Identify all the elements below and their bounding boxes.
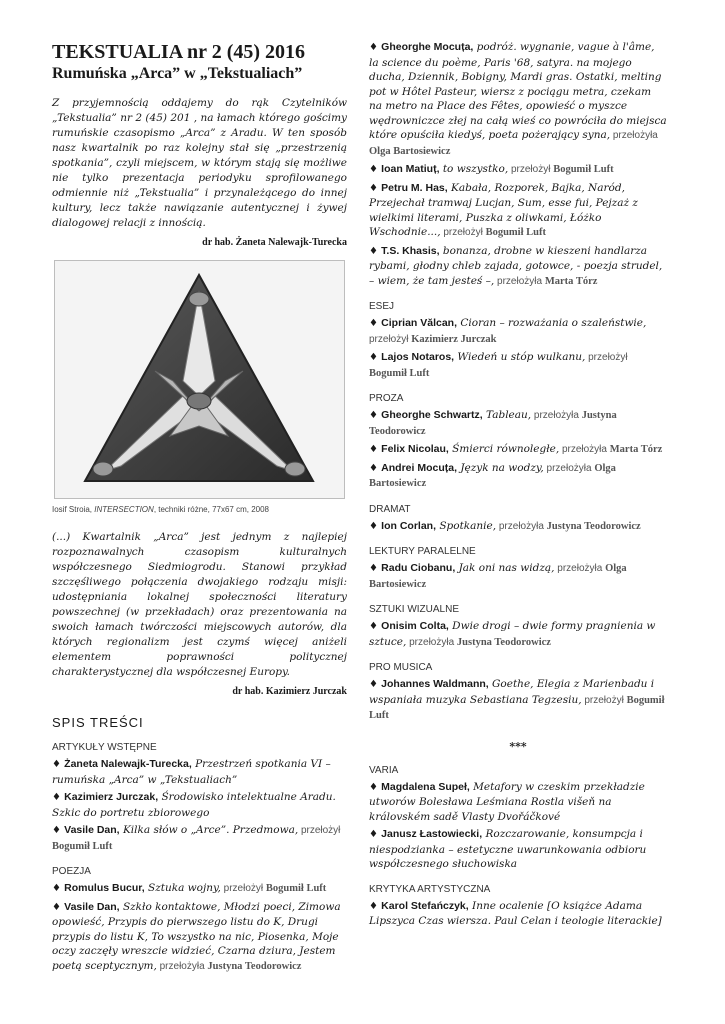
entry-author: Janusz Łastowiecki, <box>381 828 483 840</box>
entry-title: Język na wodzy, <box>457 461 544 474</box>
entry-title: Metafory w czeskim przekładzie utworów Bolesława Leśmiana Rostla višeň na královském sadě Vlasty Dvořáčkové <box>369 780 645 823</box>
bullet-icon: ♦ <box>369 182 382 194</box>
entry-translator: Justyna Teodorowicz <box>456 636 551 648</box>
entry-author: Vasile Dan, <box>64 824 120 836</box>
caption-details: , techniki różne, 77x67 cm, 2008 <box>153 505 269 514</box>
bullet-icon: ♦ <box>52 883 65 894</box>
bullet-icon: ♦ <box>52 825 65 836</box>
toc-entry <box>369 442 667 458</box>
quote-paragraph: (...) Kwartalnik „Arca” jest jednym z najlepiej rozpoznawalnych czasopism kulturalnych współczesnego Siedmiogrodu. Stanowi przykład szczęśliwego połączenia dwojakiego rodzaju misji: udostępniania lokalnej społeczności literatury powszechnej (w przekładach) oraz prezentowania na swoich łamach twórczości miejscowych autorów, dla których regionalizm jest czymś więcej aniżeli elementem poprawności politycznej charakterystycznej dla współczesnej Europy. <box>52 531 347 678</box>
bullet-icon: ♦ <box>369 621 382 632</box>
toc-entry <box>369 561 667 592</box>
toc-left <box>52 742 347 974</box>
bullet-icon: ♦ <box>369 318 382 329</box>
entry-translator: Bogumił Luft <box>369 367 430 379</box>
toc-section-title: VARIA <box>369 764 399 776</box>
entry-author: Felix Nicolau, <box>381 443 449 455</box>
caption-title: INTERSECTION <box>94 505 154 514</box>
entry-author: Ioan Matiuț, <box>381 163 440 175</box>
toc-entry <box>369 244 667 290</box>
entry-translator: Justyna Teodorowicz <box>369 410 617 437</box>
bullet-icon: ♦ <box>369 679 382 690</box>
bullet-icon: ♦ <box>52 792 65 803</box>
toc-entry <box>52 900 347 975</box>
entry-translator-label: przełożył <box>298 825 341 836</box>
entry-author: Żaneta Nalewajk-Turecka, <box>64 758 192 770</box>
toc-entry <box>369 181 667 241</box>
toc-entry <box>369 677 667 724</box>
entry-translator: Bogumił Luft <box>52 840 113 852</box>
bullet-icon: ♦ <box>369 462 382 474</box>
toc-entry <box>369 40 667 159</box>
toc-entry <box>369 350 667 381</box>
entry-title: Tableau, <box>482 409 532 421</box>
quote-signature: dr hab. Kazimierz Jurczak <box>232 686 347 697</box>
entry-title: Dwie drogi – dwie formy pragnienia w sztuce, <box>369 620 656 648</box>
toc-section-title: KRYTYKA ARTYSTYCZNA <box>369 883 491 895</box>
entry-translator-label: przełożyła <box>531 410 582 421</box>
entry-title: Szkło kontaktowe, Młodzi poeci, Zimowa opowieść, Przypis do pierwszego listu do K, Drugi przypis do listu K, To wszystko na nic, Piosenka, Moje oczy zaczęły wreszcie widzieć, Czarna dziura, Jestem poetą sceptycznym, <box>52 900 341 972</box>
toc-entry <box>369 519 667 535</box>
toc-right <box>369 301 667 724</box>
entry-translator-label: przełożył <box>369 333 412 345</box>
entry-translator-label: przełożyła <box>496 520 547 532</box>
toc-heading: SPIS TREŚCI <box>52 715 144 730</box>
entry-translator-label: przełożyła <box>406 636 457 648</box>
entry-translator-label: przełożyła <box>156 960 208 972</box>
toc-section-title: PROZA <box>369 393 404 404</box>
entry-title: Goethe, Elegia z Marienbadu i wspaniała muzyka Sebastiana Tegzesiu, <box>369 678 655 706</box>
toc-entry <box>369 461 667 492</box>
bullet-icon: ♦ <box>369 352 382 363</box>
toc-section-title: LEKTURY PARALELNE <box>369 546 476 557</box>
entry-translator-label: przełożył <box>220 883 266 894</box>
toc-section-title: ESEJ <box>369 301 395 312</box>
artwork-drawing <box>55 261 344 498</box>
toc-poetry-continued <box>369 40 667 289</box>
toc-entry <box>52 823 347 854</box>
separator-stars: *** <box>509 739 527 753</box>
toc-section-title: POEZJA <box>52 866 91 877</box>
entry-title: Jak oni nas widzą, <box>455 562 555 574</box>
entry-author: Romulus Bucur, <box>64 882 145 894</box>
entry-title: Wiedeń u stóp wulkanu, <box>454 351 586 363</box>
toc-entry <box>369 408 667 439</box>
toc-entry <box>369 827 667 872</box>
entry-author: Gheorghe Schwartz, <box>381 409 483 421</box>
bullet-icon: ♦ <box>369 520 382 532</box>
entry-translator-label: przełożyła <box>610 130 658 141</box>
entry-author: Petru M. Has, <box>381 181 448 194</box>
entry-translator: Kazimierz Jurczak <box>411 333 497 345</box>
toc-section-title: SZTUKI WIZUALNE <box>369 604 460 615</box>
entry-translator: Justyna Teodorowicz <box>546 520 641 532</box>
entry-title: podróż. wygnanie, vague à l'âme, la science du poème, Paris '68, satyra. na mojego ducha, Dziennik, Bobigny, Mardi gras. Ostatki, melting pot w Hôtel Pasteur, wiersz z pociągu metra, czekam na metro na Place des Fêtes, opowieść o myszce wędrowniczce złej na całą wieś co powróciła do miejsca które opuściła kiedyś, poeta pożerający syna, <box>369 41 667 141</box>
entry-author: Onisim Colta, <box>381 620 449 632</box>
toc-section-title: DRAMAT <box>369 503 411 515</box>
toc-entry <box>52 881 347 897</box>
toc-entry <box>369 899 667 929</box>
artwork-caption: Iosif Stroia, INTERSECTION, techniki różne, 77x67 cm, 2008 <box>52 505 269 514</box>
entry-translator: Bogumił Luft <box>369 694 665 721</box>
right-column <box>369 40 667 932</box>
entry-author: Radu Ciobanu, <box>381 562 456 574</box>
entry-author: Ion Corlan, <box>381 519 436 532</box>
bullet-icon: ♦ <box>369 444 382 455</box>
bullet-icon: ♦ <box>369 900 382 912</box>
toc-right-after <box>369 765 667 929</box>
entry-author: Vasile Dan, <box>64 900 120 913</box>
toc-entry <box>52 757 347 787</box>
entry-title: Spotkanie, <box>436 519 497 532</box>
bullet-icon: ♦ <box>369 42 382 53</box>
entry-translator: Olga Bartosiewicz <box>369 145 451 157</box>
entry-translator-label: przełożył <box>581 694 627 706</box>
entry-translator-label: przełożyła <box>554 563 606 574</box>
entry-title: Przestrzeń spotkania VI – rumuńska „Arca” w „Tekstualiach” <box>52 758 331 786</box>
entry-title: Śmierci równoległe, <box>448 443 560 455</box>
entry-title: Środowisko intelektualne Aradu. Szkic do portretu zbiorowego <box>52 791 336 819</box>
entry-translator-label: przełożył <box>440 227 486 238</box>
toc-entry <box>369 162 667 178</box>
page-subtitle: Rumuńska „Arca” w „Tekstualiach” <box>52 65 303 82</box>
toc-entry <box>369 619 667 650</box>
bullet-icon: ♦ <box>52 901 65 913</box>
entry-title: to wszystko, <box>439 163 509 175</box>
bullet-icon: ♦ <box>369 164 382 175</box>
entry-translator-label: przełożyła <box>559 444 610 455</box>
entry-translator-label: przełożyła <box>543 462 595 474</box>
entry-author: Johannes Waldmann, <box>381 678 489 690</box>
page-title: TEKSTUALIA nr 2 (45) 2016 <box>52 41 306 63</box>
bullet-icon: ♦ <box>369 781 382 793</box>
entry-translator-label: przełożył <box>585 352 628 363</box>
entry-title: Inne ocalenie [O książce Adama Lipszyca Czas wiersza. Paul Celan i teologie literackie] <box>369 899 662 927</box>
artwork-image <box>54 260 345 499</box>
toc-entry <box>369 316 667 347</box>
entry-translator: Bogumił Luft <box>553 164 614 175</box>
entry-author: T.S. Khasis, <box>381 244 440 257</box>
entry-author: Gheorghe Mocuța, <box>381 41 474 53</box>
left-column <box>52 40 347 977</box>
toc-entry <box>52 790 347 820</box>
caption-artist: Iosif Stroia <box>52 505 90 514</box>
entry-title: Sztuka wojny, <box>144 882 221 894</box>
entry-translator: Justyna Teodorowicz <box>207 960 302 972</box>
entry-author: Kazimierz Jurczak, <box>64 791 159 803</box>
entry-title: Kabała, Rozporek, Bajka, Naród, Przejechał tramwaj Lucjan, Sum, esse fui, Pejzaż z wielkimi literami, Puszka z oliwkami, Łóżko Wschodnie..., <box>369 181 638 238</box>
intro-paragraph: Z przyjemnością oddajemy do rąk Czytelników „Tekstualia” nr 2 (45) 201 , na łamach którego gościmy rumuńskie czasopismo „Arca” z Aradu. W ten sposób nasz kwartalnik po raz kolejny stał się „przestrzenią spotkania”, czyli miejscem, w którym stają się możliwe nie tylko prezentacja periodyku sprofilowanego odmiennie niż „Tekstualia” i przynależącego do innej kultury, lecz także nawiązanie autentycznej i żywej dialogowej relacji z innością. <box>52 97 347 229</box>
entry-translator-label: przełożyła <box>494 275 545 287</box>
entry-translator: Olga Bartosiewicz <box>369 563 627 590</box>
entry-author: Lajos Notaros, <box>381 351 455 363</box>
toc-section-title: PRO MUSICA <box>369 662 433 673</box>
entry-translator: Marta Tórz <box>544 275 598 287</box>
entry-title: Cioran – rozważania o szaleństwie, <box>457 317 647 329</box>
entry-translator: Marta Tórz <box>609 444 663 455</box>
bullet-icon: ♦ <box>52 759 65 770</box>
bullet-icon: ♦ <box>369 410 382 421</box>
entry-title: Kilka słów o „Arce”. Przedmowa, <box>119 824 299 836</box>
toc-section-title: ARTYKUŁY WSTĘPNE <box>52 742 157 753</box>
intro-signature: dr hab. Żaneta Nalewajk-Turecka <box>202 237 347 248</box>
bullet-icon: ♦ <box>369 563 382 574</box>
bullet-icon: ♦ <box>369 829 382 840</box>
entry-translator-label: przełożył <box>508 164 554 175</box>
toc-entry <box>369 780 667 825</box>
entry-translator: Bogumił Luft <box>485 227 546 238</box>
entry-author: Karol Stefańczyk, <box>381 899 469 912</box>
entry-author: Magdalena Supeł, <box>381 780 470 793</box>
bullet-icon: ♦ <box>369 245 382 257</box>
entry-translator: Olga Bartosiewicz <box>369 462 616 489</box>
entry-author: Andrei Mocuța, <box>381 461 457 474</box>
entry-translator: Bogumił Luft <box>265 883 327 894</box>
entry-title: Rozczarowanie, konsumpcja i niespodzianka – estetyczne uwarunkowania odbioru współczesnego słuchowiska <box>369 828 647 870</box>
entry-title: bonanza, drobne w kieszeni handlarza rybami, głodny chleb zajada, gotowce, - poezja strudel, – wiem, że tam jesteś –, <box>369 244 663 287</box>
entry-author: Ciprian Vălcan, <box>381 317 458 329</box>
